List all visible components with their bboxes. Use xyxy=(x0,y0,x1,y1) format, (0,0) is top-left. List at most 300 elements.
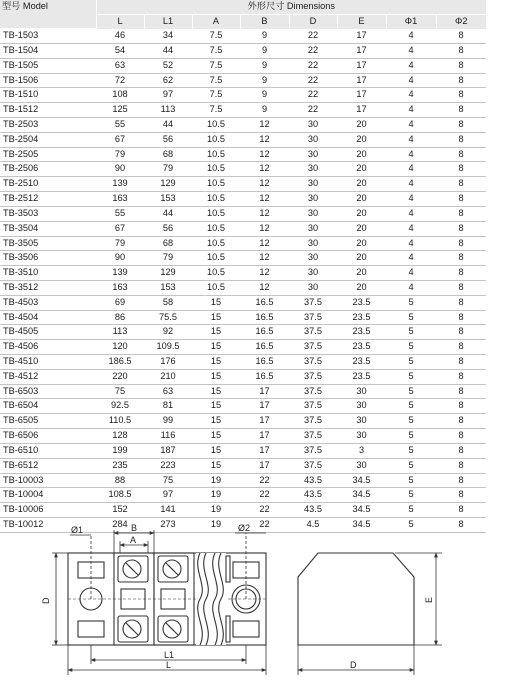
dimension-cell: 10.5 xyxy=(207,133,225,144)
dimension-cell: 20 xyxy=(356,148,367,159)
dimension-cell: 8 xyxy=(458,207,464,218)
dimension-cell: 17 xyxy=(259,415,270,426)
dimension-cell: 10.5 xyxy=(207,148,225,159)
model-cell: TB-2503 xyxy=(3,119,39,129)
dimension-cell: 79 xyxy=(114,237,126,248)
dimension-cell: 90 xyxy=(114,163,126,174)
dimension-cell: 92.5 xyxy=(111,400,129,411)
dimension-cell: 37.5 xyxy=(304,370,322,381)
dimension-cell: 5 xyxy=(408,311,414,322)
dimension-cell: 44 xyxy=(162,44,174,55)
model-cell: TB-3510 xyxy=(3,267,39,278)
column-header: E xyxy=(337,14,386,28)
dimensions-header: 外形尺寸 Dimensions xyxy=(96,0,486,14)
dimension-cell: 30 xyxy=(307,133,319,144)
dimension-cell: 12 xyxy=(259,119,270,129)
dimension-cell: 62 xyxy=(162,74,174,85)
dimension-cell: 153 xyxy=(160,193,176,204)
dimension-cell: 5 xyxy=(408,341,414,352)
model-cell: TB-3512 xyxy=(3,281,39,292)
dimension-cell: 10.5 xyxy=(207,252,225,263)
dimension-cell: 79 xyxy=(162,252,174,263)
dimension-cell: 99 xyxy=(162,415,174,426)
dimension-cell: 10.5 xyxy=(207,281,225,292)
dimension-cell: 67 xyxy=(114,222,126,233)
dimension-cell: 12 xyxy=(259,207,270,218)
dimension-cell: 10.5 xyxy=(207,178,225,189)
dimension-cell: 15 xyxy=(210,415,222,426)
dimension-cell: 129 xyxy=(160,178,176,189)
dimension-cell: 4 xyxy=(408,74,414,85)
dimension-cell: 187 xyxy=(160,444,176,455)
dimension-cell: 4 xyxy=(408,163,414,174)
dimension-cell: 52 xyxy=(162,59,174,70)
dimension-cell: 8 xyxy=(458,178,464,189)
dimension-cell: 79 xyxy=(114,148,126,159)
dimension-cell: 30 xyxy=(307,178,319,189)
dimension-cell: 12 xyxy=(259,163,270,174)
dimension-cell: 56 xyxy=(162,222,174,233)
dimension-cell: 63 xyxy=(114,59,126,70)
model-cell: TB-6510 xyxy=(3,444,39,455)
dimension-cell: 7.5 xyxy=(209,29,223,40)
dimension-cell: 8 xyxy=(458,281,464,292)
dimension-cell: 37.5 xyxy=(304,430,322,441)
dimension-cell: 20 xyxy=(356,267,367,278)
dimension-cell: 67 xyxy=(114,133,126,144)
dimension-cell: 17 xyxy=(356,74,367,85)
dimension-cell: 17 xyxy=(356,29,367,40)
dimension-cell: 120 xyxy=(112,341,128,352)
dimension-cell: 37.5 xyxy=(304,385,322,396)
dimension-cell: 139 xyxy=(112,178,128,189)
dimension-cell: 16.5 xyxy=(255,356,274,366)
dimension-cell: 8 xyxy=(458,222,464,233)
dimension-cell: 10.5 xyxy=(207,237,225,248)
dimension-cell: 20 xyxy=(356,252,367,263)
label-l: L xyxy=(166,660,172,670)
model-cell: TB-3506 xyxy=(3,252,39,263)
screw-icons xyxy=(123,560,181,638)
dimension-cell: 34.5 xyxy=(352,474,371,485)
dimension-cell: 30 xyxy=(307,222,319,233)
dimension-cell: 30 xyxy=(307,148,319,159)
dimension-cell: 4 xyxy=(408,267,414,278)
dimension-cell: 5 xyxy=(408,326,414,337)
dimension-cell: 8 xyxy=(458,59,464,70)
model-cell: TB-10004 xyxy=(3,489,44,500)
dimension-cell: 9 xyxy=(261,104,268,115)
dimension-cell: 16.5 xyxy=(255,326,274,337)
dimension-cell: 12 xyxy=(259,267,270,278)
dimension-cell: 8 xyxy=(458,148,464,159)
dimension-cell: 30 xyxy=(307,267,319,278)
model-cell: TB-2506 xyxy=(3,163,39,174)
dimension-cell: 9 xyxy=(261,44,268,55)
dimension-cell: 116 xyxy=(160,430,176,441)
dimension-lines xyxy=(52,530,266,675)
dimension-cell: 30 xyxy=(307,252,319,263)
dimension-cell: 22 xyxy=(307,44,319,55)
model-cell: TB-1504 xyxy=(3,44,39,55)
dimension-cell: 17 xyxy=(259,430,270,441)
dimension-cell: 20 xyxy=(356,222,367,233)
dimension-cell: 113 xyxy=(160,104,176,115)
dimension-cell: 113 xyxy=(112,326,128,337)
dimension-cell: 4 xyxy=(408,104,414,115)
dimension-cell: 22 xyxy=(307,74,319,85)
dimension-cell: 4 xyxy=(408,119,414,129)
dimension-cell: 128 xyxy=(112,430,128,441)
dimension-cell: 30 xyxy=(307,237,319,248)
dimension-cell: 8 xyxy=(458,74,464,85)
dimension-cell: 17 xyxy=(259,385,270,396)
dimension-cell: 15 xyxy=(210,326,222,337)
dimension-cell: 30 xyxy=(356,400,367,411)
dimension-cell: 81 xyxy=(162,400,174,411)
dimension-cell: 153 xyxy=(160,281,176,292)
dimension-cell: 68 xyxy=(162,148,174,159)
dimension-cell: 8 xyxy=(458,193,464,204)
dimension-cell: 8 xyxy=(458,296,464,307)
dimension-cell: 8 xyxy=(458,44,464,55)
dimension-cell: 22 xyxy=(259,504,270,515)
dimension-cell: 20 xyxy=(356,163,367,174)
model-cell: TB-3505 xyxy=(3,237,39,248)
dimension-cell: 4 xyxy=(408,281,414,292)
dimension-cell: 92 xyxy=(162,326,174,337)
dimension-cell: 110.5 xyxy=(108,415,132,426)
label-phi1: Ø1 xyxy=(71,525,84,535)
dimension-cell: 8 xyxy=(458,370,464,381)
dimension-cell: 10.5 xyxy=(207,163,225,174)
dimension-cell: 12 xyxy=(259,193,270,204)
dimension-cell: 8 xyxy=(458,356,464,366)
dimension-cell: 8 xyxy=(458,163,464,174)
dimension-cell: 68 xyxy=(162,237,174,248)
model-cell: TB-2505 xyxy=(3,148,39,159)
model-cell: TB-3504 xyxy=(3,222,39,233)
model-cell: TB-2504 xyxy=(3,133,39,144)
dimension-cell: 5 xyxy=(408,459,414,470)
dimension-cell: 4 xyxy=(408,148,414,159)
model-cell: TB-3503 xyxy=(3,207,39,218)
dimension-cell: 10.5 xyxy=(207,207,225,218)
dimension-cell: 34.5 xyxy=(352,489,371,500)
mount-tab-top-left xyxy=(78,562,104,578)
model-cell: TB-6505 xyxy=(3,415,39,426)
dimension-cell: 72 xyxy=(114,74,126,85)
dimension-cell: 4 xyxy=(408,44,414,55)
dimension-cell: 284 xyxy=(112,518,128,529)
dimension-cell: 34.5 xyxy=(352,518,371,529)
dimension-cell: 7.5 xyxy=(209,44,223,55)
dimension-cell: 8 xyxy=(458,489,464,500)
dimension-cell: 163 xyxy=(112,193,128,204)
dimension-cell: 10.5 xyxy=(207,193,225,204)
dimension-cell: 37.5 xyxy=(304,341,322,352)
dimension-cell: 220 xyxy=(112,370,128,381)
dimension-cell: 141 xyxy=(160,504,176,515)
dimension-cell: 9 xyxy=(261,59,268,70)
dimension-cell: 8 xyxy=(458,326,464,337)
dimension-cell: 17 xyxy=(259,400,270,411)
dimension-cell: 223 xyxy=(160,459,176,470)
dimension-cell: 15 xyxy=(210,430,222,441)
dimension-cell: 55 xyxy=(114,119,126,129)
dimension-cell: 56 xyxy=(162,133,174,144)
dimension-cell: 15 xyxy=(210,459,222,470)
dimension-cell: 16.5 xyxy=(255,296,274,307)
dimension-cell: 4 xyxy=(408,207,414,218)
dimension-cell: 30 xyxy=(356,459,367,470)
dimension-cell: 69 xyxy=(114,296,126,307)
label-a: A xyxy=(130,535,137,545)
dimension-cell: 20 xyxy=(356,237,367,248)
dimension-cell: 8 xyxy=(458,341,464,352)
label-e: E xyxy=(424,596,434,603)
column-header: Φ2 xyxy=(436,14,486,28)
dimension-cell: 8 xyxy=(458,252,464,263)
dimension-cell: 176 xyxy=(160,356,176,366)
dimension-cell: 22 xyxy=(307,29,319,40)
side-view-labels xyxy=(350,597,434,670)
dimension-cell: 19 xyxy=(210,474,222,485)
dimension-cell: 152 xyxy=(112,504,128,515)
model-cell: TB-10006 xyxy=(3,504,44,515)
mount-tab-bottom-right xyxy=(233,621,259,637)
label-phi2: Ø2 xyxy=(238,523,251,533)
dimension-cell: 43.5 xyxy=(304,474,322,485)
dimension-cell: 5 xyxy=(408,489,414,500)
dimension-cell: 23.5 xyxy=(352,370,371,381)
model-cell: TB-2512 xyxy=(3,193,39,204)
dimension-cell: 19 xyxy=(210,504,222,515)
label-d-front: D xyxy=(41,597,51,604)
dimension-cell: 7.5 xyxy=(209,74,223,85)
dimension-cell: 46 xyxy=(114,29,126,40)
dimension-cell: 129 xyxy=(160,267,176,278)
dimension-cell: 44 xyxy=(162,119,174,129)
dimension-cell: 5 xyxy=(408,504,414,515)
dimension-cell: 23.5 xyxy=(352,341,371,352)
model-cell: TB-6503 xyxy=(3,385,39,396)
dimension-cell: 37.5 xyxy=(304,356,322,366)
dimension-cell: 8 xyxy=(458,459,464,470)
dimension-cell: 5 xyxy=(408,370,414,381)
dimension-cell: 20 xyxy=(356,281,367,292)
dimension-cell: 44 xyxy=(162,207,174,218)
column-header: Φ1 xyxy=(386,14,436,28)
model-cell: TB-1510 xyxy=(3,89,39,100)
label-l1: L1 xyxy=(164,650,175,660)
dimension-cell: 22 xyxy=(307,59,319,70)
dimension-cell: 108 xyxy=(112,89,128,100)
dimension-cell: 108.5 xyxy=(108,489,132,500)
dimension-cell: 125 xyxy=(112,104,128,115)
dimension-cell: 8 xyxy=(458,29,464,40)
model-cell: TB-4503 xyxy=(3,296,39,307)
dimension-cell: 79 xyxy=(162,163,174,174)
dimension-cell: 12 xyxy=(259,178,270,189)
dimension-cell: 23.5 xyxy=(352,311,371,322)
dimension-cell: 90 xyxy=(114,252,126,263)
dimension-cell: 75.5 xyxy=(159,311,177,322)
dimension-cell: 30 xyxy=(307,281,319,292)
model-cell: TB-4504 xyxy=(3,311,39,322)
dimension-cell: 12 xyxy=(259,222,270,233)
dimension-cell: 9 xyxy=(261,74,268,85)
dimension-cell: 58 xyxy=(162,296,174,307)
dimension-cell: 5 xyxy=(408,444,414,455)
dimension-cell: 8 xyxy=(458,385,464,396)
dimension-cell: 17 xyxy=(356,59,367,70)
dimension-cell: 30 xyxy=(307,193,319,204)
dimension-cell: 20 xyxy=(356,207,367,218)
dimension-cell: 63 xyxy=(162,385,174,396)
dimension-cell: 43.5 xyxy=(304,504,322,515)
dimension-cell: 5 xyxy=(408,415,414,426)
dimension-cell: 8 xyxy=(458,474,464,485)
dimension-cell: 10.5 xyxy=(207,119,225,129)
model-cell: TB-6512 xyxy=(3,459,39,470)
dimension-cell: 4 xyxy=(408,59,414,70)
dimension-cell: 15 xyxy=(210,385,222,396)
column-header: B xyxy=(240,14,289,28)
dimension-cell: 12 xyxy=(259,148,270,159)
dimension-cell: 7.5 xyxy=(209,104,223,115)
dimension-cell: 5 xyxy=(408,430,414,441)
dimension-cell: 15 xyxy=(210,311,222,322)
dimension-cell: 30 xyxy=(356,385,367,396)
dimension-cell: 5 xyxy=(408,474,414,485)
dimension-cell: 22 xyxy=(259,474,270,485)
dimension-cell: 5 xyxy=(408,385,414,396)
dimension-cell: 12 xyxy=(259,281,270,292)
column-header: L xyxy=(96,14,144,28)
dimension-cell: 8 xyxy=(458,400,464,411)
dimension-cell: 22 xyxy=(307,104,319,115)
dimension-cell: 37.5 xyxy=(304,444,322,455)
dimension-cell: 54 xyxy=(114,44,126,55)
dimension-cell: 88 xyxy=(114,474,126,485)
dimension-cell: 43.5 xyxy=(304,489,322,500)
dimension-cell: 19 xyxy=(210,489,222,500)
dimension-cell: 163 xyxy=(112,281,128,292)
dimension-cell: 8 xyxy=(458,104,464,115)
dimension-cell: 7.5 xyxy=(209,59,223,70)
dimension-cell: 97 xyxy=(162,489,174,500)
dimension-cell: 7.5 xyxy=(209,89,223,100)
dimension-cell: 8 xyxy=(458,89,464,100)
model-header: 型号 Model xyxy=(0,0,96,29)
dimension-cell: 34 xyxy=(162,29,174,40)
model-cell: TB-10012 xyxy=(3,518,44,529)
dimension-cell: 30 xyxy=(356,415,367,426)
dimension-cell: 8 xyxy=(458,518,464,529)
side-dimension-lines xyxy=(298,553,442,675)
dimension-cell: 4 xyxy=(408,237,414,248)
dimension-cell: 17 xyxy=(356,44,367,55)
dimension-cell: 20 xyxy=(356,119,367,129)
dimension-cell: 16.5 xyxy=(255,341,274,352)
dimension-cell: 23.5 xyxy=(352,356,371,366)
dimension-cell: 22 xyxy=(307,89,319,100)
dimension-cell: 20 xyxy=(356,193,367,204)
model-cell: TB-6504 xyxy=(3,400,39,411)
front-view-drawing xyxy=(52,530,266,675)
dimension-cell: 10.5 xyxy=(207,267,225,278)
model-cell: TB-4506 xyxy=(3,341,39,352)
dimension-cell: 16.5 xyxy=(255,370,274,381)
dimension-cell: 12 xyxy=(259,252,270,263)
dimension-cell: 16.5 xyxy=(255,311,274,322)
dimension-cell: 17 xyxy=(356,89,367,100)
dimension-cell: 4 xyxy=(408,252,414,263)
dimension-cell: 109.5 xyxy=(156,341,180,352)
model-cell: TB-1503 xyxy=(3,30,39,41)
dimension-cell: 8 xyxy=(458,267,464,278)
dimension-cell: 86 xyxy=(114,311,126,322)
dimension-cell: 15 xyxy=(210,341,222,352)
dimension-cell: 34.5 xyxy=(352,504,371,515)
model-cell: TB-4512 xyxy=(3,370,39,381)
dimension-cell: 23.5 xyxy=(352,326,371,337)
model-cell: TB-6506 xyxy=(3,430,39,441)
dimension-cell: 8 xyxy=(458,119,464,129)
dimension-cell: 37.5 xyxy=(304,326,322,337)
dimension-cell: 37.5 xyxy=(304,296,322,307)
dimension-cell: 30 xyxy=(307,163,319,174)
dimension-cell: 37.5 xyxy=(304,415,322,426)
dimension-cell: 5 xyxy=(408,518,414,529)
dimension-cell: 199 xyxy=(112,444,128,455)
label-b: B xyxy=(131,523,138,533)
dimension-cell: 8 xyxy=(458,415,464,426)
dimension-cell: 273 xyxy=(160,518,176,529)
dimension-cell: 12 xyxy=(259,133,270,144)
model-cell: TB-1512 xyxy=(3,104,39,115)
model-cell: TB-4510 xyxy=(3,356,39,366)
dimension-cell: 210 xyxy=(160,370,176,381)
dimension-cell: 4 xyxy=(408,222,414,233)
dimension-cell: 30 xyxy=(356,430,367,441)
dimension-cell: 5 xyxy=(408,400,414,411)
dimension-cell: 19 xyxy=(210,518,222,529)
column-header: L1 xyxy=(144,14,192,28)
column-header: A xyxy=(192,14,240,28)
dimension-cell: 8 xyxy=(458,504,464,515)
dimension-cell: 17 xyxy=(356,104,367,115)
dimension-cell: 139 xyxy=(112,267,128,278)
dimension-cell: 20 xyxy=(356,178,367,189)
column-header: D xyxy=(289,14,337,28)
mount-tab-top-right xyxy=(233,562,259,578)
dimension-cell: 75 xyxy=(162,474,174,485)
model-cell: TB-10003 xyxy=(3,474,44,485)
dimension-cell: 17 xyxy=(259,444,270,455)
dimension-cell: 15 xyxy=(210,444,222,455)
dimension-cell: 8 xyxy=(458,444,464,455)
dimension-cell: 186.5 xyxy=(108,356,132,366)
model-cell: TB-1506 xyxy=(3,74,39,85)
mount-tab-bottom-left xyxy=(78,621,104,637)
model-cell: TB-4505 xyxy=(3,326,39,337)
dimension-cell: 20 xyxy=(356,133,367,144)
dimension-cell: 8 xyxy=(458,311,464,322)
dimension-cell: 30 xyxy=(307,207,319,218)
dimension-cell: 3 xyxy=(358,444,365,455)
